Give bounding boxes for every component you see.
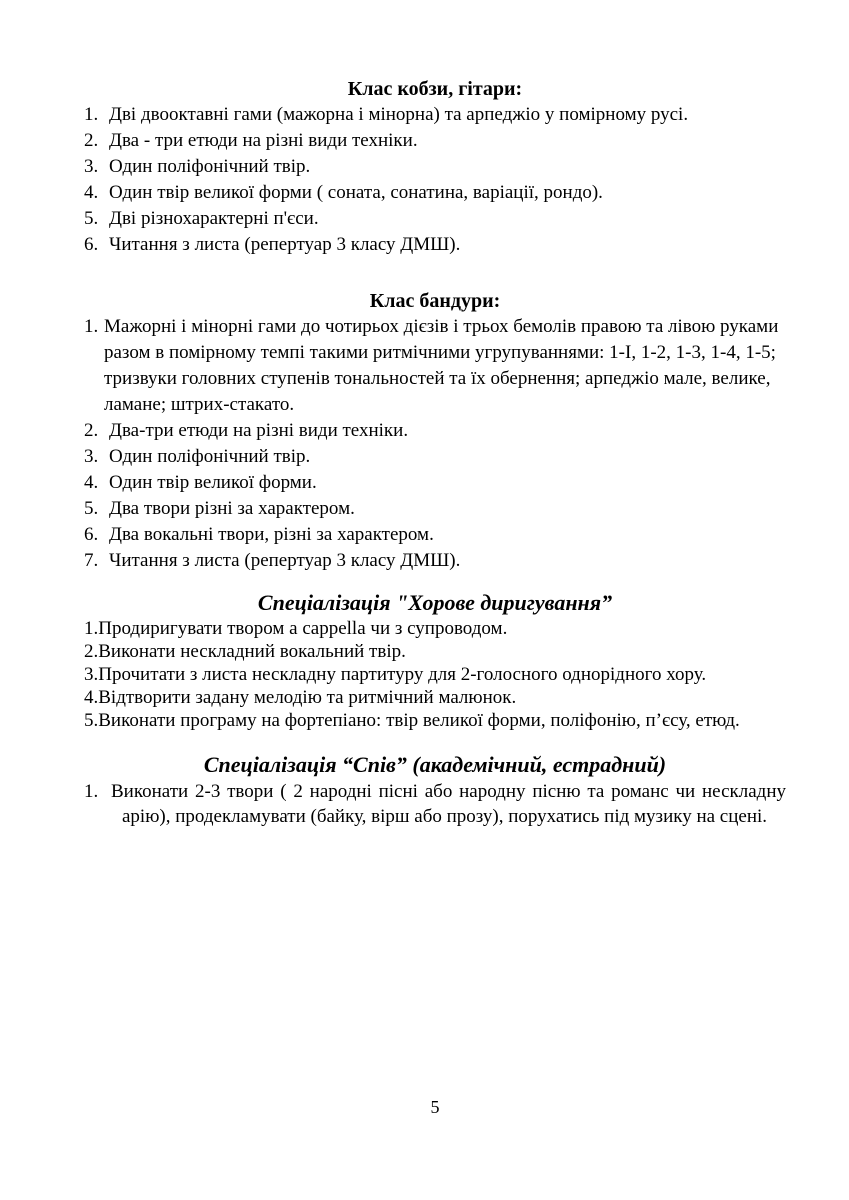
requirements-list [84, 617, 786, 732]
item-number: 6. [84, 234, 99, 255]
item-number: 2. [84, 130, 99, 151]
section-title: Клас кобзи, гітари: [347, 78, 523, 100]
list-item [84, 663, 786, 686]
requirements-list [84, 102, 786, 258]
section-title: Спеціалізація "Хорове диригування” [257, 590, 613, 615]
list-item [84, 686, 786, 709]
item-text: Два твори різні за характером. [109, 498, 355, 519]
section-singing [84, 751, 786, 829]
list-item [84, 314, 786, 418]
list-item [84, 470, 786, 496]
list-item [84, 206, 786, 232]
item-text: Виконати нескладний вокальний твір. [98, 641, 406, 662]
list-item [84, 617, 786, 640]
item-number: 1. [84, 781, 99, 802]
item-number: 1. [84, 618, 99, 639]
item-text: Два-три етюди на різні види техніки. [109, 420, 409, 441]
item-text: Один поліфонічний твір. [109, 446, 311, 467]
item-text: Мажорні і мінорні гами до чотирьох дієзів і трьох бемолів правою та лівою руками разом в помірному темпі такими ритмічними угрупуваннями: 1-І, 1-2, 1-3, 1-4, 1-5; тризвуки головних ступенів тональностей та їх обернення; арпеджіо мале, велике, ламане; штрих-стакато. [104, 316, 779, 415]
list-item [84, 496, 786, 522]
list-item [84, 444, 786, 470]
item-number: 1. [84, 316, 99, 337]
list-item [84, 232, 786, 258]
requirements-list [84, 779, 786, 829]
list-item [84, 709, 786, 732]
section-bandura [84, 288, 786, 574]
item-number: 4. [84, 472, 99, 493]
item-number: 5. [84, 498, 99, 519]
list-item [84, 548, 786, 574]
page-number-label: 5 [430, 1097, 440, 1117]
item-number: 2. [84, 641, 99, 662]
list-item [84, 640, 786, 663]
item-text: Читання з листа (репертуар 3 класу ДМШ). [109, 234, 461, 255]
requirements-list [84, 314, 786, 574]
item-text: Відтворити задану мелодію та ритмічний малюнок. [98, 687, 517, 708]
section-kobza-guitar [84, 76, 786, 258]
item-number: 5. [84, 710, 99, 731]
item-text: Дві двооктавні гами (мажорна і мінорна) та арпеджіо у помірному русі. [109, 104, 689, 125]
item-number: 5. [84, 208, 99, 229]
section-title: Клас бандури: [369, 290, 501, 312]
list-item [84, 102, 786, 128]
item-number: 4. [84, 687, 99, 708]
item-text: Читання з листа (репертуар 3 класу ДМШ). [109, 550, 461, 571]
section-title: Спеціалізація “Спів” (академічний, естрадний) [203, 752, 667, 777]
item-text: Два - три етюди на різні види техніки. [109, 130, 418, 151]
list-item [84, 180, 786, 206]
list-item [84, 779, 786, 829]
item-text: Один поліфонічний твір. [109, 156, 311, 177]
item-text: Два вокальні твори, різні за характером. [109, 524, 434, 545]
list-item [84, 154, 786, 180]
item-text: Один твір великої форми. [109, 472, 317, 493]
item-text: Один твір великої форми ( соната, сонатина, варіації, рондо). [109, 182, 603, 203]
item-text: Прочитати з листа нескладну партитуру для 2-голосного однорідного хору. [98, 664, 707, 685]
page-content [84, 0, 786, 829]
list-item [84, 522, 786, 548]
list-item [84, 128, 786, 154]
item-text: Дві різнохарактерні п'єси. [109, 208, 319, 229]
item-number: 6. [84, 524, 99, 545]
item-number: 3. [84, 446, 99, 467]
item-number: 3. [84, 664, 99, 685]
item-number: 4. [84, 182, 99, 203]
item-text: Виконати 2-3 твори ( 2 народні пісні або народну пісню та романс чи нескладну арію), продекламувати (байку, вірш або прозу), порухатись під музику на сцені. [111, 781, 786, 827]
item-number: 3. [84, 156, 99, 177]
item-text: Продиригувати твором а cappella чи з супроводом. [98, 618, 508, 639]
item-number: 2. [84, 420, 99, 441]
list-item [84, 418, 786, 444]
item-number: 7. [84, 550, 99, 571]
item-number: 1. [84, 104, 99, 125]
section-choral-conducting [84, 589, 786, 732]
item-text: Виконати програму на фортепіано: твір великої форми, поліфонію, п’єсу, етюд. [98, 710, 740, 731]
